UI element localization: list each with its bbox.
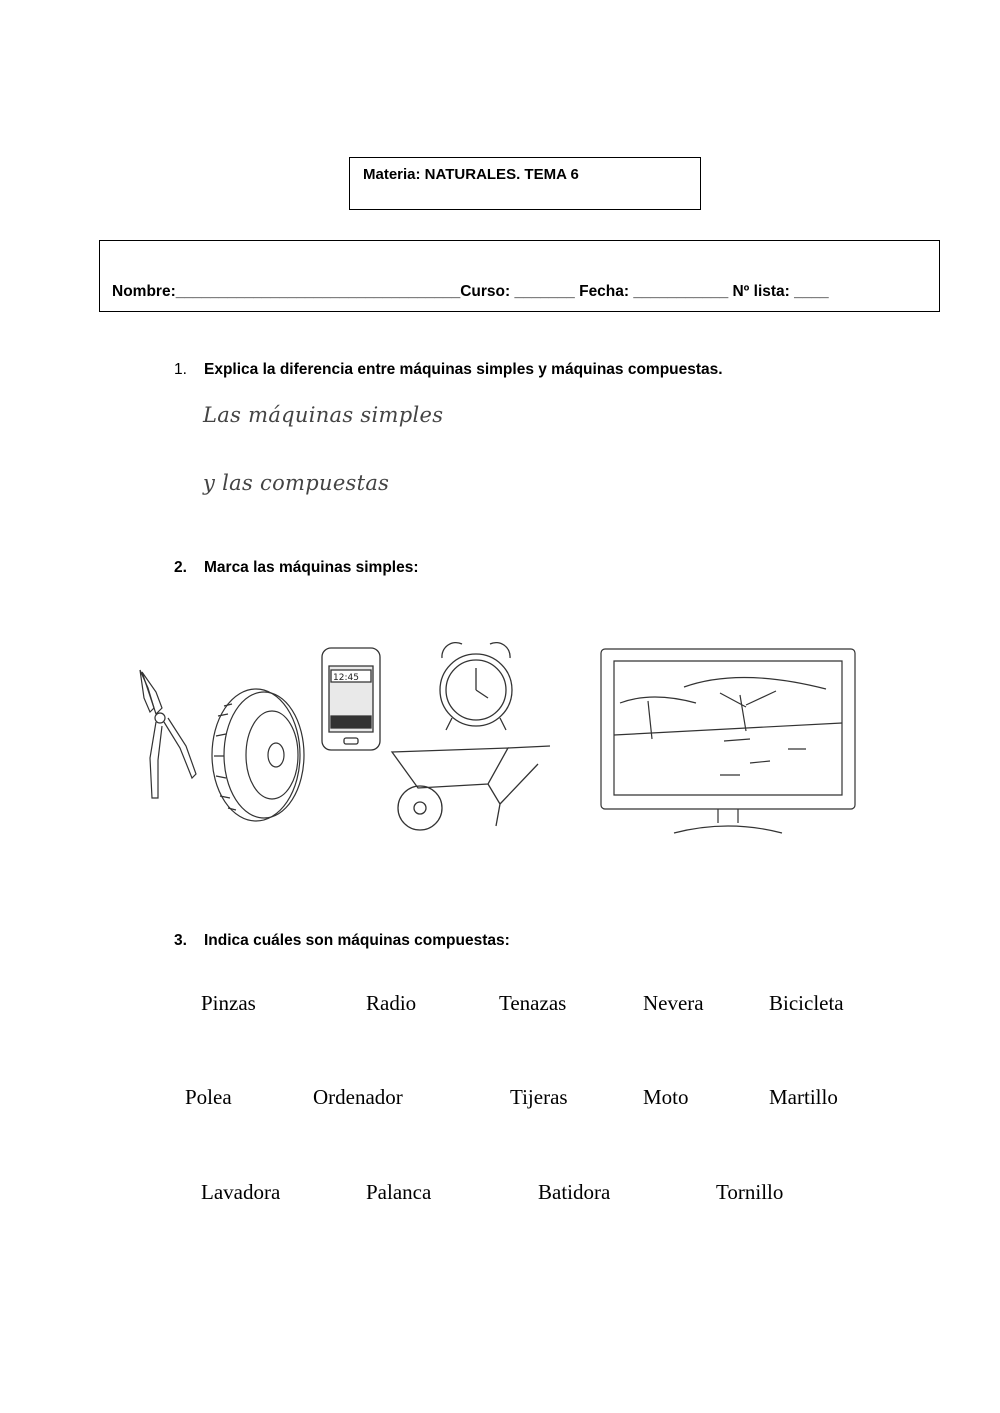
wheelbarrow-handle xyxy=(488,746,550,826)
word-batidora[interactable]: Batidora xyxy=(538,1180,611,1204)
alarm-clock-image[interactable] xyxy=(434,636,518,734)
pliers-handle-right xyxy=(164,718,196,778)
pliers-jaw-left xyxy=(140,670,154,712)
wheelbarrow-image[interactable] xyxy=(388,744,554,834)
question-1 xyxy=(174,361,723,379)
tire-outer xyxy=(212,689,300,821)
subject-box xyxy=(349,157,701,210)
answer-line-1[interactable]: Las máquinas simples xyxy=(203,403,444,427)
mobile-phone-image[interactable] xyxy=(320,646,384,754)
pliers-jaw-right xyxy=(142,672,162,714)
acacia-tree-large xyxy=(684,677,826,731)
phone-bottom-bar xyxy=(331,716,371,728)
pliers-handle-left xyxy=(150,722,162,798)
answer-line-2[interactable]: y las compuestas xyxy=(203,471,390,495)
question-2-text: Marca las máquinas simples: xyxy=(204,559,419,576)
pliers-image[interactable] xyxy=(136,668,198,802)
tire-hub xyxy=(268,743,284,767)
television-image[interactable] xyxy=(600,647,856,835)
subject-title: Materia: NATURALES. TEMA 6 xyxy=(363,166,579,183)
student-info-line[interactable]: Nombre:_________________________________Curso: _______ Fecha: ___________ Nº lista: ____ xyxy=(112,283,829,300)
word-martillo[interactable]: Martillo xyxy=(769,1085,838,1109)
phone-home-button xyxy=(344,738,358,744)
clock-hands xyxy=(476,668,488,698)
question-2 xyxy=(174,559,419,577)
wheelbarrow-tray xyxy=(392,748,508,788)
word-tenazas[interactable]: Tenazas xyxy=(499,991,567,1015)
word-bicicleta[interactable]: Bicicleta xyxy=(769,991,844,1015)
wheelbarrow-axle xyxy=(414,802,426,814)
pliers-pivot xyxy=(155,713,165,723)
word-lavadora[interactable]: Lavadora xyxy=(201,1180,281,1204)
tv-stand xyxy=(674,809,782,833)
clock-bell-right xyxy=(490,643,510,658)
word-nevera[interactable]: Nevera xyxy=(643,991,704,1015)
word-tijeras[interactable]: Tijeras xyxy=(510,1085,568,1109)
phone-time: 12:45 xyxy=(333,673,359,683)
tire-side xyxy=(224,692,304,818)
question-3 xyxy=(174,932,510,950)
word-radio[interactable]: Radio xyxy=(366,991,417,1015)
tire-image[interactable] xyxy=(208,686,310,824)
clock-bell-left xyxy=(442,643,462,658)
word-pinzas[interactable]: Pinzas xyxy=(201,991,256,1015)
savanna-animals xyxy=(720,739,806,775)
word-tornillo[interactable]: Tornillo xyxy=(716,1180,784,1204)
question-3-text: Indica cuáles son máquinas compuestas: xyxy=(204,932,510,949)
question-3-number: 3. xyxy=(174,932,187,949)
tire-rim xyxy=(246,711,298,799)
student-info-box xyxy=(99,240,940,312)
question-1-text: Explica la diferencia entre máquinas simples y máquinas compuestas. xyxy=(204,361,723,378)
question-2-number: 2. xyxy=(174,559,187,576)
wheelbarrow-wheel xyxy=(398,786,442,830)
word-ordenador[interactable]: Ordenador xyxy=(313,1085,403,1109)
word-moto[interactable]: Moto xyxy=(643,1085,689,1109)
word-palanca[interactable]: Palanca xyxy=(366,1180,432,1204)
savanna-horizon xyxy=(614,723,842,735)
question-1-number: 1. xyxy=(174,361,187,378)
word-polea[interactable]: Polea xyxy=(185,1085,232,1109)
